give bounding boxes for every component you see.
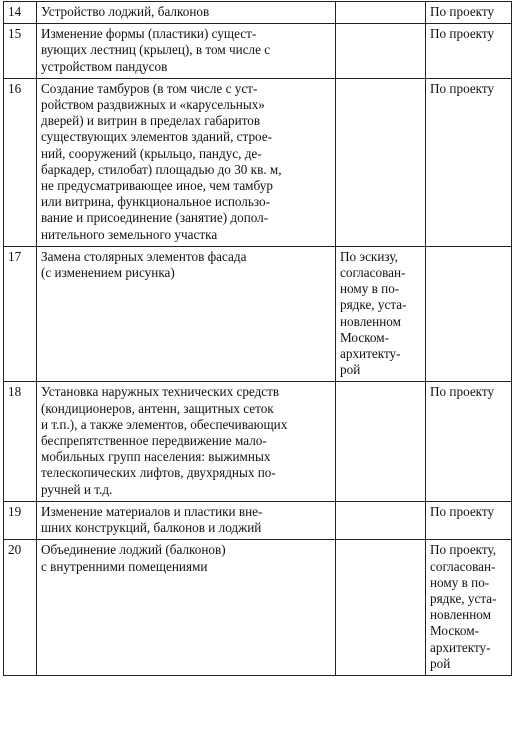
cell-text-line: (с изменением рисунка) xyxy=(41,265,175,281)
cell-text-line: По проекту xyxy=(430,503,495,519)
row-number-cell: 16 xyxy=(4,78,37,246)
cell-text-line: архитекту- xyxy=(340,346,401,362)
cell-text-line: архитекту- xyxy=(430,639,491,655)
cell-text-line: согласован- xyxy=(340,265,406,281)
approval-basis-cell xyxy=(336,382,426,501)
cell-text-line: шних конструкций, балконов и лоджий xyxy=(41,520,262,536)
cell-text-line: рядке, уста- xyxy=(340,297,407,313)
cell-text-line: дверей) и витрин в пределах габаритов xyxy=(41,113,261,129)
cell-text-line: Изменение материалов и пластики вне- xyxy=(41,503,263,519)
cell-text-line: с внутренними помещениями xyxy=(41,558,208,574)
cell-text-line: существующих элементов зданий, строе- xyxy=(41,129,273,145)
row-number-cell: 19 xyxy=(4,501,37,539)
cell-text-line: Объединение лоджий (балконов) xyxy=(41,542,226,558)
cell-text-line: вующих лестниц (крылец), в том числе с xyxy=(41,42,271,58)
approval-basis-cell xyxy=(336,540,426,676)
work-description-cell xyxy=(37,2,336,24)
cell-text-line: ному в по- xyxy=(340,281,400,297)
cell-text-line: Моском- xyxy=(430,623,479,639)
work-description-cell xyxy=(37,246,336,382)
cell-text-line: рядке, уста- xyxy=(430,590,497,606)
row-number-cell: 20 xyxy=(4,540,37,676)
condition-cell xyxy=(426,2,512,24)
cell-text-line: вание и присоединение (занятие) допол- xyxy=(41,210,269,226)
cell-text-line: новленном xyxy=(430,607,491,623)
regulations-table xyxy=(3,1,512,676)
table-row xyxy=(4,24,512,79)
approval-basis-cell xyxy=(336,2,426,24)
cell-text-line: или витрина, функциональное использо- xyxy=(41,194,271,210)
cell-text-line: мобильных групп населения: выжимных xyxy=(41,449,271,465)
cell-text-line: ручней и т.д. xyxy=(41,481,113,497)
approval-basis-cell xyxy=(336,501,426,539)
cell-text-line: (кондиционеров, антенн, защитных сеток xyxy=(41,400,274,416)
table-row xyxy=(4,246,512,382)
cell-text-line: По проекту xyxy=(430,80,495,96)
table-row xyxy=(4,501,512,539)
cell-text-line: По проекту xyxy=(430,384,495,400)
cell-text-line: Создание тамбуров (в том числе с уст- xyxy=(41,80,258,96)
cell-text-line: По эскизу, xyxy=(340,248,398,264)
table-row xyxy=(4,2,512,24)
row-number-cell: 15 xyxy=(4,24,37,79)
condition-cell xyxy=(426,24,512,79)
work-description-cell xyxy=(37,501,336,539)
cell-text-line: По проекту xyxy=(430,4,495,19)
cell-text-line: не предусматривающее иное, чем тамбур xyxy=(41,178,273,194)
row-number-cell: 14 xyxy=(4,2,37,24)
cell-text-line: Замена столярных элементов фасада xyxy=(41,248,247,264)
cell-text-line: ному в по- xyxy=(430,574,490,590)
cell-text-line: согласован- xyxy=(430,558,496,574)
cell-text-line: рой xyxy=(430,655,451,671)
cell-text-line: По проекту xyxy=(430,26,495,42)
condition-cell xyxy=(426,540,512,676)
work-description-cell xyxy=(37,540,336,676)
cell-text-line: Моском- xyxy=(340,329,389,345)
table-row xyxy=(4,382,512,501)
table-body xyxy=(4,2,512,676)
cell-text-line: новленном xyxy=(340,313,401,329)
cell-text-line: телескопических лифтов, двухрядных по- xyxy=(41,465,276,481)
condition-cell xyxy=(426,501,512,539)
cell-text-line: По проекту, xyxy=(430,542,497,558)
row-number-cell: 17 xyxy=(4,246,37,382)
work-description-cell xyxy=(37,382,336,501)
approval-basis-cell xyxy=(336,24,426,79)
cell-text-line: ройством раздвижных и «карусельных» xyxy=(41,97,265,113)
approval-basis-cell xyxy=(336,246,426,382)
cell-text-line: ний, сооружений (крыльцо, пандус, де- xyxy=(41,145,262,161)
cell-text-line: Устройство лоджий, балконов xyxy=(41,4,210,19)
cell-text-line: и т.п.), а также элементов, обеспечивающих xyxy=(41,416,288,432)
cell-text-line: устройством пандусов xyxy=(41,58,168,74)
row-number-cell: 18 xyxy=(4,382,37,501)
cell-text-line: Изменение формы (пластики) сущест- xyxy=(41,26,257,42)
table-row xyxy=(4,540,512,676)
cell-text-line: нительного земельного участка xyxy=(41,226,218,242)
table-row xyxy=(4,78,512,246)
cell-text-line: баркадер, стилобат) площадью до 30 кв. м, xyxy=(41,161,282,177)
condition-cell xyxy=(426,78,512,246)
work-description-cell xyxy=(37,24,336,79)
cell-text-line: беспрепятственное передвижение мало- xyxy=(41,433,267,449)
cell-text-line: Установка наружных технических средств xyxy=(41,384,280,400)
condition-cell xyxy=(426,382,512,501)
cell-text-line: рой xyxy=(340,362,361,378)
condition-cell xyxy=(426,246,512,382)
work-description-cell xyxy=(37,78,336,246)
approval-basis-cell xyxy=(336,78,426,246)
